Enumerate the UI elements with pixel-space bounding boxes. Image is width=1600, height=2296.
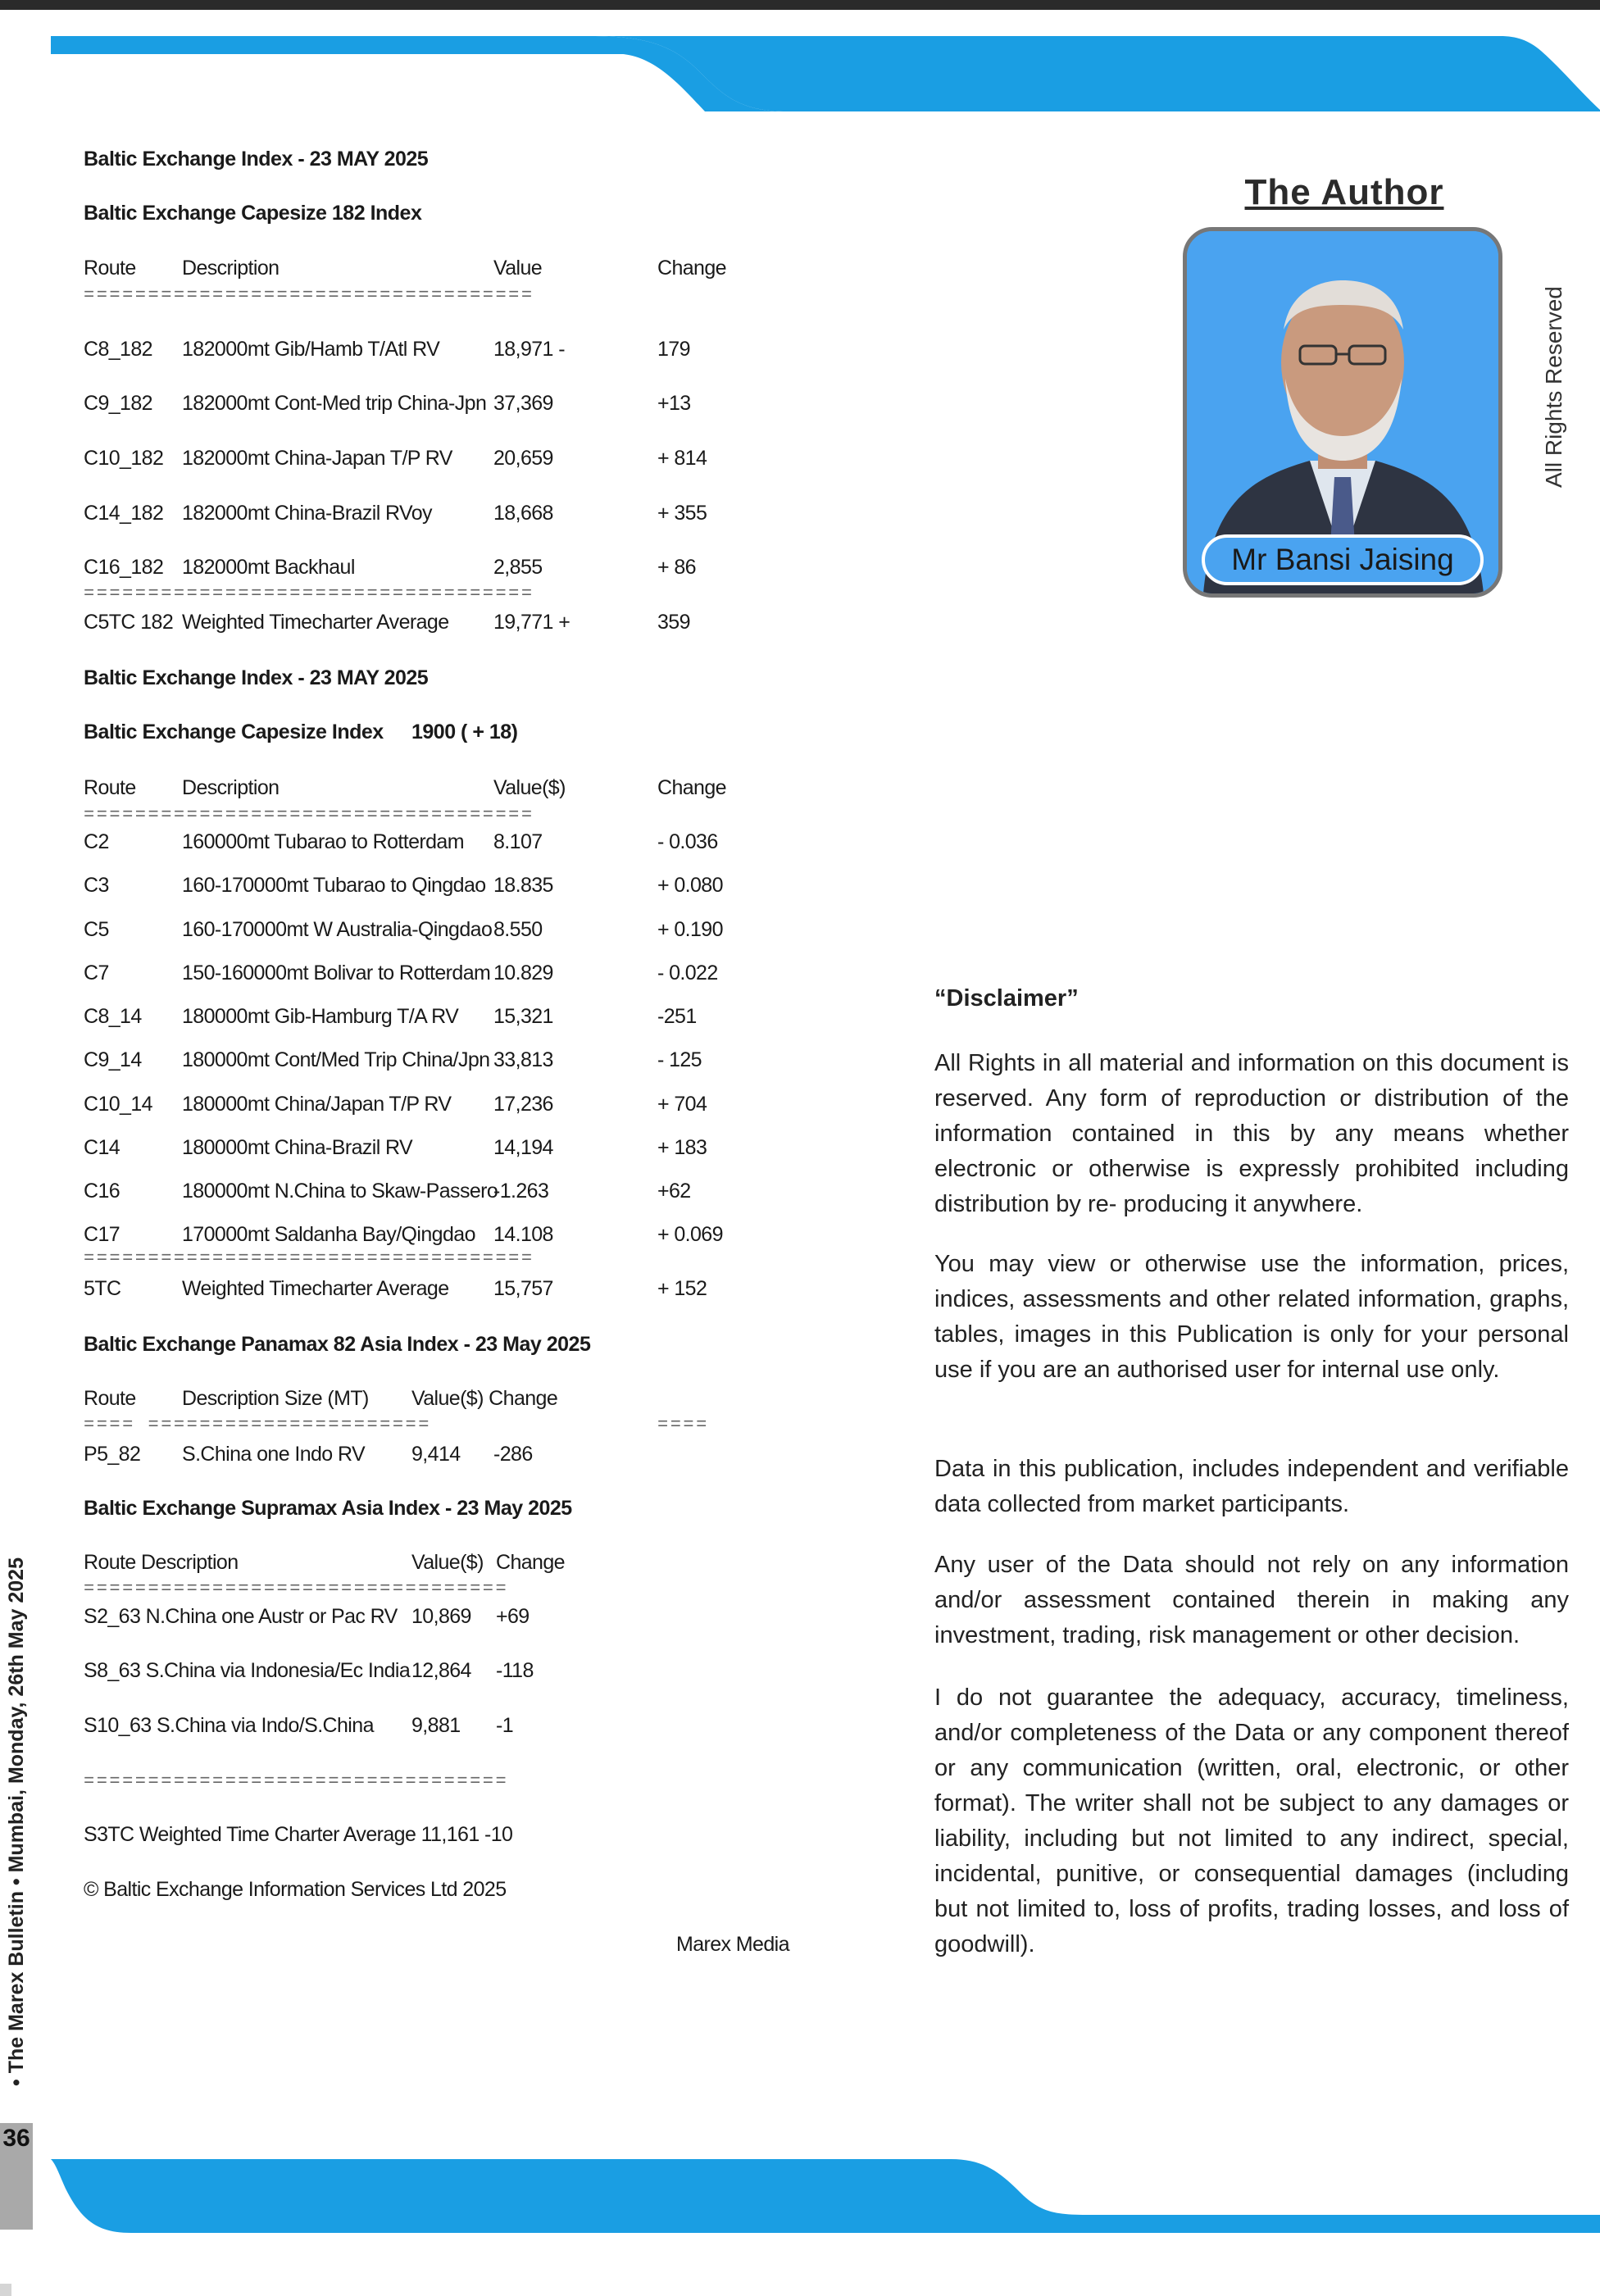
route-code: C5TC 182 [84, 611, 174, 634]
author-title: The Author [1244, 172, 1444, 212]
page-number: 36 [2, 2125, 30, 2152]
supramax-total: S3TC Weighted Time Charter Average 11,161 -10 [84, 1823, 513, 1846]
rights-reserved-label: All Rights Reserved [1541, 286, 1566, 488]
route-description: 150-160000mt Bolivar to Rotterdam [182, 962, 491, 984]
table-row [84, 1223, 805, 1251]
route-change: 359 [657, 611, 690, 634]
route-value: 10.829 [493, 962, 553, 984]
route-change: - 0.036 [657, 830, 718, 853]
route-value: 14,194 [493, 1136, 553, 1159]
route-code: C16_182 [84, 556, 164, 579]
route-value: 33,813 [493, 1048, 553, 1071]
table-row [84, 1136, 805, 1164]
disclaimer-paragraph: Data in this publication, includes independent and verifiable data collected from market participants. [934, 1456, 1569, 1517]
table-rule: ================================= [84, 1771, 509, 1792]
table-row [84, 1048, 805, 1076]
route-change: -286 [493, 1443, 533, 1466]
col-route-header: Route [84, 1387, 136, 1410]
corner-mark [0, 2284, 11, 2296]
route-value: 18,971 - [493, 338, 565, 361]
route-description: 180000mt China/Japan T/P RV [182, 1093, 452, 1116]
col-desc-header: Description [182, 776, 280, 799]
route-value: 15,757 [493, 1277, 553, 1300]
table-rule: ==== ====================== [84, 1415, 431, 1435]
table-rule: =================================== [84, 1248, 534, 1269]
route-value: 20,659 [493, 447, 553, 470]
route-description: S8_63 S.China via Indonesia/Ec India [84, 1659, 411, 1682]
route-code: C10_14 [84, 1093, 152, 1116]
author-name-badge: Mr Bansi Jaising [1202, 534, 1484, 585]
table-row [84, 1093, 805, 1121]
route-code: C9_14 [84, 1048, 142, 1071]
route-description: 160-170000mt W Australia-Qingdao [182, 918, 493, 941]
route-value: -1.263 [493, 1180, 549, 1203]
route-change: -118 [496, 1659, 534, 1682]
col-desc-header: Description Size (MT) [182, 1387, 369, 1410]
table-row [84, 502, 805, 530]
route-code: C16 [84, 1180, 120, 1203]
route-change: -1 [496, 1714, 514, 1737]
route-change: + 0.080 [657, 874, 723, 897]
disclaimer-paragraph: All Rights in all material and information on this document is reserved. Any form of reproduction or distribution of the information contained in this by any means whether electronic or otherwise is expressly prohibited including distribution by re- producing it anywhere. [934, 1050, 1569, 1217]
table-total-row [84, 611, 805, 639]
top-frame-bar [0, 0, 1600, 10]
source-credit: Marex Media [676, 1933, 789, 1956]
table-rule: =================================== [84, 805, 534, 825]
table-row [84, 1005, 805, 1033]
route-description: S10_63 S.China via Indo/S.China [84, 1714, 374, 1737]
table-row [84, 1180, 805, 1207]
section1-subheading: Baltic Exchange Capesize 182 Index [84, 202, 422, 225]
disclaimer-paragraph: I do not guarantee the adequacy, accuracy, timeliness, and/or completeness of the Data or any component thereof or any communication (written, oral, electronic, or other format). The writer shall not be subject to any damages or liability, including but not limited to any indirect, special, incidental, punitive, or consequential damages (including but not limited to, loss of profits, trading losses, and loss of goodwill). [934, 1684, 1569, 1957]
table-row [84, 447, 805, 475]
table-row [84, 830, 805, 858]
route-change: +13 [657, 392, 691, 415]
table-row [84, 1605, 805, 1633]
table-row [84, 556, 805, 584]
route-description: 160000mt Tubarao to Rotterdam [182, 830, 464, 853]
table-row [84, 392, 805, 420]
route-description: Weighted Timecharter Average [182, 1277, 449, 1300]
section1-header-row [84, 257, 805, 284]
col-value-header: Value [493, 257, 543, 280]
route-code: C17 [84, 1223, 120, 1246]
route-code: C14_182 [84, 502, 164, 525]
disclaimer-title: “Disclaimer” [934, 985, 1079, 1012]
route-description: 182000mt Gib/Hamb T/Atl RV [182, 338, 440, 361]
route-description: 180000mt Gib-Hamburg T/A RV [182, 1005, 459, 1028]
section4-heading: Baltic Exchange Supramax Asia Index - 23 May 2025 [84, 1497, 572, 1520]
copyright-line: © Baltic Exchange Information Services Ltd 2025 [84, 1878, 507, 1901]
route-change: - 125 [657, 1048, 702, 1071]
route-code: C7 [84, 962, 109, 984]
route-change: 179 [657, 338, 690, 361]
route-change: +62 [657, 1180, 691, 1203]
disclaimer-paragraph: You may view or otherwise use the information, prices, indices, assessments and other related information, graphs, tables, images in this Publication is only for your personal use if you are an authorised user for internal use only. [934, 1251, 1569, 1383]
col-value-change-header: Value($) Change [411, 1387, 558, 1410]
table-row [84, 874, 805, 902]
route-value: 17,236 [493, 1093, 553, 1116]
table-row [84, 1443, 805, 1471]
col-change-header: Change [496, 1551, 565, 1574]
route-description: S2_63 N.China one Austr or Pac RV [84, 1605, 398, 1628]
author-photo [1183, 227, 1502, 598]
route-change: + 152 [657, 1277, 707, 1300]
route-code: C8_14 [84, 1005, 142, 1028]
route-description: 182000mt China-Japan T/P RV [182, 447, 452, 470]
section1-heading: Baltic Exchange Index - 23 MAY 2025 [84, 148, 429, 170]
route-description: 182000mt Backhaul [182, 556, 355, 579]
route-change: -251 [657, 1005, 697, 1028]
route-code: C5 [84, 918, 109, 941]
col-desc-header: Description [182, 257, 280, 280]
section2-header-row [84, 776, 805, 804]
table-rule: ================================= [84, 1579, 509, 1599]
route-change: + 814 [657, 447, 707, 470]
route-description: 180000mt N.China to Skaw-Passero [182, 1180, 498, 1203]
route-code: 5TC [84, 1277, 121, 1300]
route-value: 8.107 [493, 830, 543, 853]
route-description: Weighted Timecharter Average [182, 611, 449, 634]
route-description: 170000mt Saldanha Bay/Qingdao [182, 1223, 475, 1246]
col-route-desc-header: Route Description [84, 1551, 239, 1574]
table-total-row [84, 1277, 805, 1305]
section4-header-row [84, 1551, 805, 1579]
section3-heading: Baltic Exchange Panamax 82 Asia Index - 23 May 2025 [84, 1333, 591, 1356]
col-value-header: Value($) [411, 1551, 484, 1574]
section2-index-value: 1900 ( + 18) [411, 721, 518, 743]
table-rule: ==== [657, 1415, 709, 1435]
col-change-header: Change [657, 776, 726, 799]
section3-header-row [84, 1387, 805, 1415]
route-change: + 0.069 [657, 1223, 723, 1246]
route-value: 15,321 [493, 1005, 553, 1028]
section2-subheading: Baltic Exchange Capesize Index [84, 721, 384, 743]
route-value: 9,414 [411, 1443, 461, 1466]
route-change: + 704 [657, 1093, 707, 1116]
bottom-wave-banner [0, 2156, 1600, 2238]
route-code: C9_182 [84, 392, 152, 415]
route-value: 9,881 [411, 1714, 461, 1737]
route-description: S.China one Indo RV [182, 1443, 366, 1466]
table-row [84, 962, 805, 989]
route-description: 160-170000mt Tubarao to Qingdao [182, 874, 486, 897]
route-description: 182000mt China-Brazil RVoy [182, 502, 432, 525]
table-row [84, 1659, 805, 1687]
publication-side-label: • The Marex Bulletin • Mumbai, Monday, 26th May 2025 [5, 1557, 28, 2086]
route-code: C10_182 [84, 447, 164, 470]
route-code: P5_82 [84, 1443, 141, 1466]
table-row [84, 338, 805, 366]
route-value: 18.835 [493, 874, 553, 897]
route-value: 10,869 [411, 1605, 471, 1628]
route-change: + 355 [657, 502, 707, 525]
route-value: 18,668 [493, 502, 553, 525]
route-value: 12,864 [411, 1659, 471, 1682]
table-row [84, 1714, 805, 1742]
disclaimer-paragraph: Any user of the Data should not rely on any information and/or assessment contained therein in making any investment, trading, risk management or other decision. [934, 1552, 1569, 1648]
table-row [84, 918, 805, 946]
route-description: 180000mt Cont/Med Trip China/Jpn [182, 1048, 490, 1071]
route-code: C14 [84, 1136, 120, 1159]
section2-heading: Baltic Exchange Index - 23 MAY 2025 [84, 666, 429, 689]
route-change: + 86 [657, 556, 696, 579]
route-change: +69 [496, 1605, 530, 1628]
col-route-header: Route [84, 257, 136, 280]
top-wave-banner [0, 36, 1600, 114]
route-value: 8.550 [493, 918, 543, 941]
route-code: C3 [84, 874, 109, 897]
col-change-header: Change [657, 257, 726, 280]
route-description: 182000mt Cont-Med trip China-Jpn [182, 392, 487, 415]
route-code: C8_182 [84, 338, 152, 361]
route-value: 2,855 [493, 556, 543, 579]
route-change: + 0.190 [657, 918, 723, 941]
route-value: 19,771 + [493, 611, 570, 634]
col-route-header: Route [84, 776, 136, 799]
col-value-header: Value($) [493, 776, 566, 799]
route-change: + 183 [657, 1136, 707, 1159]
route-value: 14.108 [493, 1223, 553, 1246]
route-code: C2 [84, 830, 109, 853]
route-description: 180000mt China-Brazil RV [182, 1136, 413, 1159]
route-value: 37,369 [493, 392, 553, 415]
table-rule: =================================== [84, 584, 534, 604]
table-rule: =================================== [84, 285, 534, 306]
route-change: - 0.022 [657, 962, 718, 984]
